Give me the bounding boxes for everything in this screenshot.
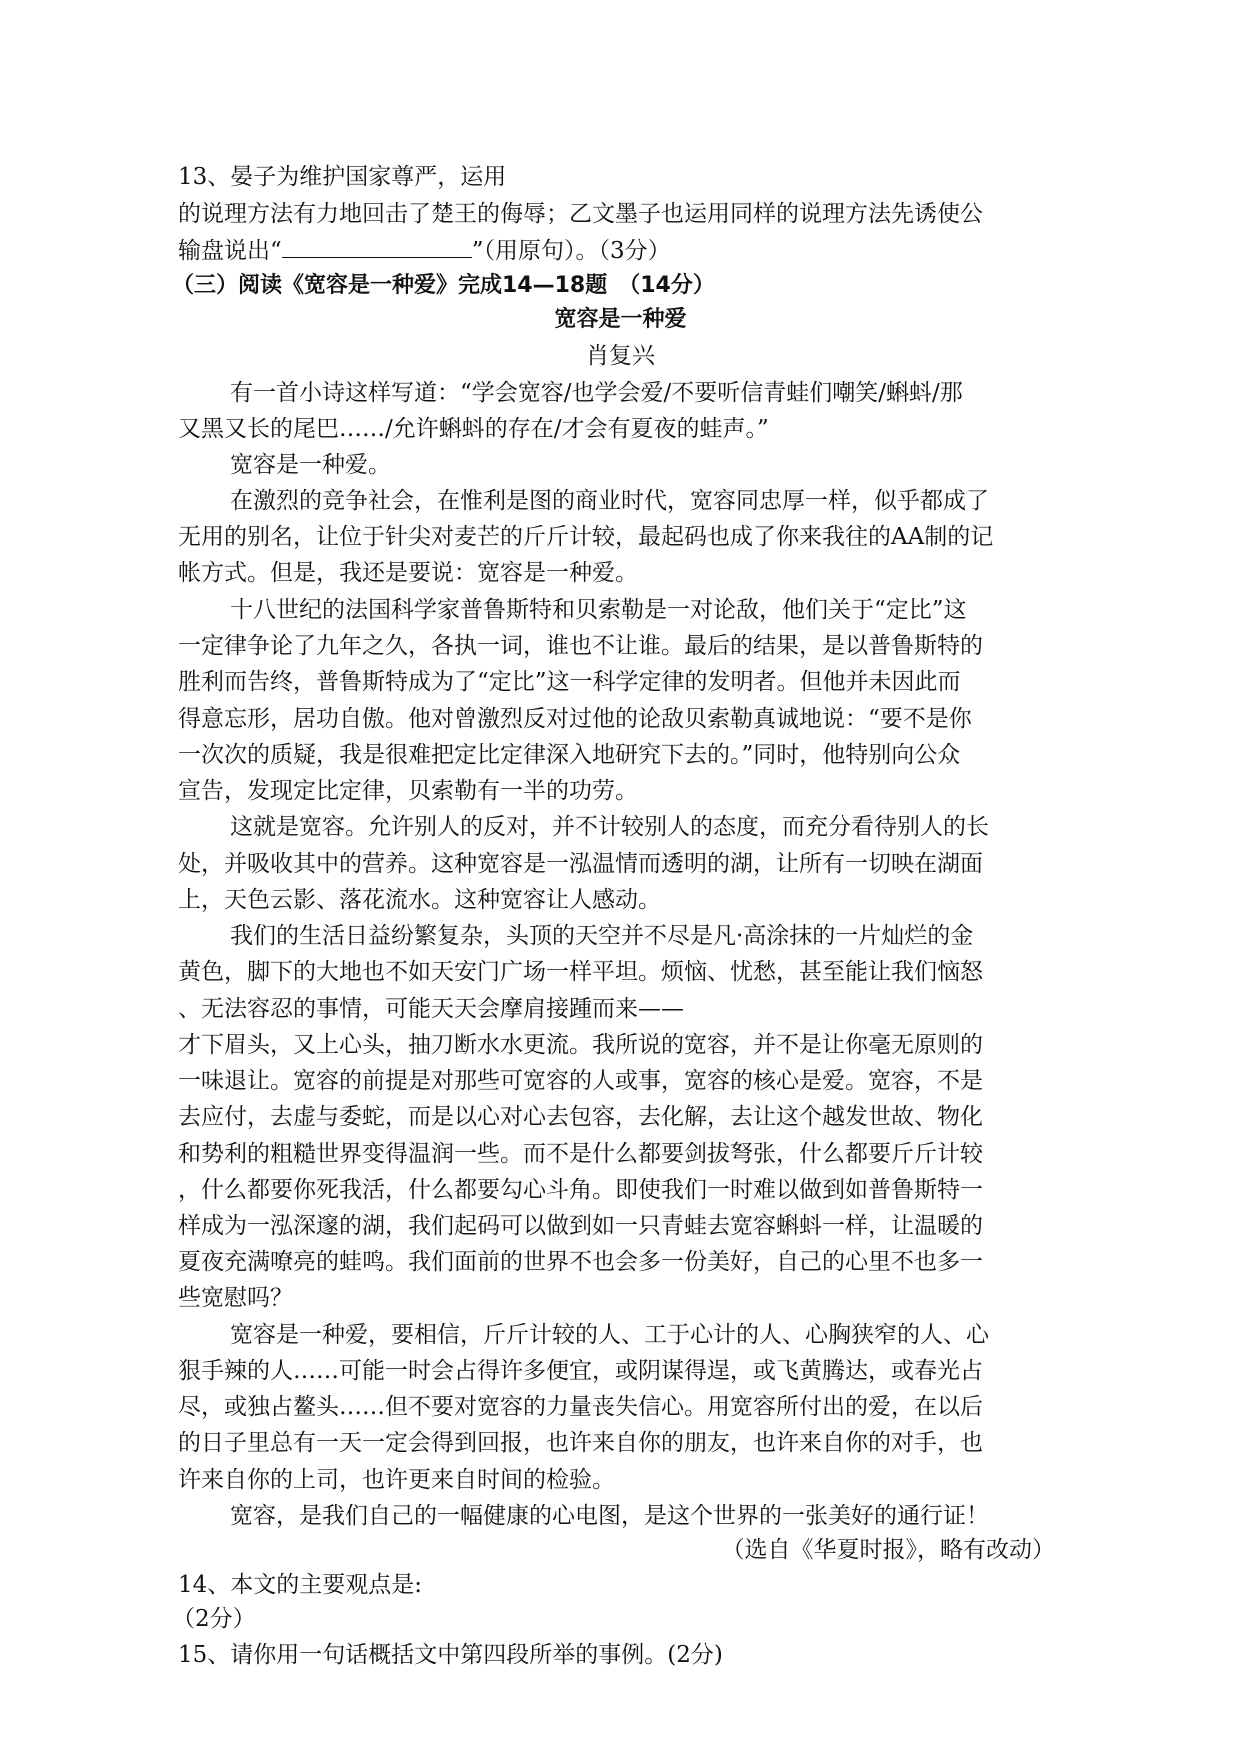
article-line: 一定律争论了九年之久，各执一词，谁也不让谁。最后的结果，是以普鲁斯特的 — [178, 633, 983, 659]
article-line: 这就是宽容。允许别人的反对，并不计较别人的态度，而充分看待别人的长 — [230, 814, 989, 840]
article-line: 我们的生活日益纷繁复杂，头顶的天空并不尽是凡·高涂抹的一片灿烂的金 — [230, 923, 974, 949]
article-line: 的日子里总有一天一定会得到回报，也许来自你的朋友，也许来自你的对手，也 — [178, 1430, 983, 1456]
article-line: 、无法容忍的事情，可能天天会摩肩接踵而来—— — [178, 996, 684, 1022]
article-line: 宽容，是我们自己的一幅健康的心电图，是这个世界的一张美好的通行证！ — [230, 1503, 989, 1529]
section-heading: （三）阅读《宽容是一种爱》完成14—18题 （14分） — [172, 273, 715, 298]
article-line: 处，并吸收其中的营养。这种宽容是一泓温情而透明的湖，让所有一切映在湖面 — [178, 851, 983, 877]
question-13-suffix: ”（用原句）。（3分） — [471, 238, 671, 264]
question-14-line-2: （2分） — [172, 1606, 256, 1632]
article-title: 宽容是一种爱 — [554, 307, 687, 332]
article-line: 尽，或独占鳌头……但不要对宽容的力量丧失信心。用宽容所付出的爱，在以后 — [178, 1394, 983, 1420]
article-line: 样成为一泓深邃的湖，我们起码可以做到如一只青蛙去宽容蝌蚪一样，让温暖的 — [178, 1213, 983, 1239]
article-line: 宽容是一种爱，要相信，斤斤计较的人、工于心计的人、心胸狭窄的人、心 — [230, 1322, 989, 1348]
question-13-line-2: 的说理方法有力地回击了楚王的侮辱；乙文墨子也运用同样的说理方法先诱使公 — [178, 201, 983, 227]
article-source: （选自《华夏时报》，略有改动） — [721, 1537, 1055, 1563]
article-line: 些宽慰吗？ — [178, 1285, 293, 1311]
question-13-line-3 — [178, 235, 671, 266]
article-line: ，什么都要你死我活，什么都要勾心斗角。即使我们一时难以做到如普鲁斯特一 — [178, 1177, 983, 1203]
article-line: 许来自你的上司，也许更来自时间的检验。 — [178, 1467, 615, 1493]
question-15-line-1: 15、请你用一句话概括文中第四段所举的事例。(2分) — [178, 1642, 723, 1668]
question-13-prefix: 输盘说出“ — [178, 238, 282, 264]
article-line: 上，天色云影、落花流水。这种宽容让人感动。 — [178, 887, 661, 913]
article-line: 和势利的粗糙世界变得温润一些。而不是什么都要剑拔弩张，什么都要斤斤计较 — [178, 1141, 983, 1167]
article-line: 夏夜充满嘹亮的蛙鸣。我们面前的世界不也会多一份美好，自己的心里不也多一 — [178, 1249, 983, 1275]
article-line: 才下眉头，又上心头，抽刀断水水更流。我所说的宽容，并不是让你毫无原则的 — [178, 1032, 983, 1058]
article-line: 去应付，去虚与委蛇，而是以心对心去包容，去化解，去让这个越发世故、物化 — [178, 1104, 983, 1130]
article-author: 肖复兴 — [586, 343, 655, 369]
article-line: 帐方式。但是，我还是要说：宽容是一种爱。 — [178, 560, 638, 586]
question-14-line-1: 14、本文的主要观点是: — [178, 1572, 423, 1598]
article-line: 有一首小诗这样写道：“学会宽容/也学会爱/不要听信青蛙们嘲笑/蝌蚪/那 — [230, 380, 963, 406]
article-line: 狠手辣的人……可能一时会占得许多便宜，或阴谋得逞，或飞黄腾达，或春光占 — [178, 1358, 983, 1384]
question-13-line-1: 13、晏子为维护国家尊严，运用 — [178, 164, 507, 190]
article-line: 黄色，脚下的大地也不如天安门广场一样平坦。烦恼、忧愁，甚至能让我们恼怒 — [178, 959, 983, 985]
article-line: 胜利而告终，普鲁斯特成为了“定比”这一科学定律的发明者。但他并未因此而 — [178, 669, 961, 695]
article-line: 十八世纪的法国科学家普鲁斯特和贝索勒是一对论敌，他们关于“定比”这 — [230, 597, 967, 623]
article-line: 宽容是一种爱。 — [230, 452, 391, 478]
article-line: 一次次的质疑，我是很难把定比定律深入地研究下去的。”同时，他特别向公众 — [178, 742, 961, 768]
article-line: 得意忘形，居功自傲。他对曾激烈反对过他的论敌贝索勒真诚地说：“要不是你 — [178, 706, 972, 732]
answer-blank[interactable] — [282, 235, 472, 258]
article-line: 在激烈的竞争社会，在惟利是图的商业时代，宽容同忠厚一样，似乎都成了 — [230, 488, 989, 514]
article-line: 又黑又长的尾巴……/允许蝌蚪的存在/才会有夏夜的蛙声。” — [178, 416, 769, 442]
article-line: 无用的别名，让位于针尖对麦芒的斤斤计较，最起码也成了你来我往的AA制的记 — [178, 524, 994, 550]
article-line: 宣告，发现定比定律，贝索勒有一半的功劳。 — [178, 778, 638, 804]
article-line: 一味退让。宽容的前提是对那些可宽容的人或事，宽容的核心是爱。宽容，不是 — [178, 1068, 983, 1094]
